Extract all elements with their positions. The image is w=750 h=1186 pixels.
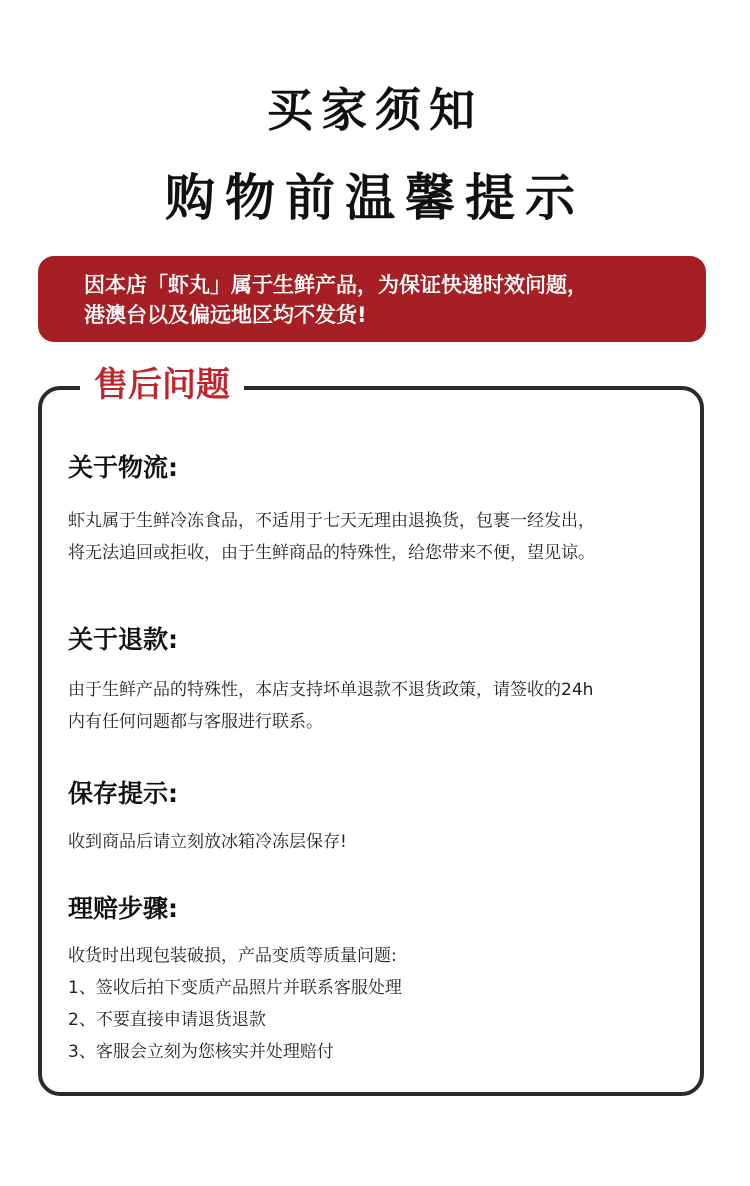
claims-line-1: 收货时出现包装破损，产品变质等质量问题:	[68, 946, 397, 966]
logistics-line-2: 将无法追回或拒收，由于生鲜商品的特殊性，给您带来不便，望见谅。	[68, 543, 595, 563]
logistics-text	[68, 505, 595, 569]
page-subtitle: 购物前温馨提示	[165, 168, 585, 227]
refund-text	[68, 674, 593, 738]
refund-heading: 关于退款:	[68, 625, 178, 654]
claims-heading: 理赔步骤:	[68, 894, 178, 923]
refund-line-1: 由于生鲜产品的特殊性，本店支持坏单退款不退货政策，请签收的24h	[68, 680, 594, 700]
claims-step-2: 2、不要直接申请退货退款	[68, 1010, 266, 1030]
claims-step-3: 3、客服会立刻为您核实并处理赔付	[68, 1042, 334, 1062]
page-title: 买家须知	[267, 83, 483, 137]
logistics-heading: 关于物流:	[68, 453, 178, 482]
notice-line-2: 港澳台以及偏远地区均不发货!	[84, 303, 367, 327]
storage-line-1: 收到商品后请立刻放冰箱冷冻层保存!	[68, 832, 347, 852]
shipping-notice-banner	[38, 256, 706, 342]
notice-line-1: 因本店「虾丸」属于生鲜产品，为保证快递时效问题，	[84, 273, 588, 297]
storage-text	[68, 826, 347, 858]
logistics-line-1: 虾丸属于生鲜冷冻食品，不适用于七天无理由退换货，包裹一经发出，	[68, 511, 595, 531]
after-sale-title: 售后问题	[80, 362, 244, 408]
storage-heading: 保存提示:	[68, 779, 178, 808]
claims-step-1: 1、签收后拍下变质产品照片并联系客服处理	[68, 978, 402, 998]
claims-text	[68, 940, 402, 1068]
refund-line-2: 内有任何问题都与客服进行联系。	[68, 712, 323, 732]
